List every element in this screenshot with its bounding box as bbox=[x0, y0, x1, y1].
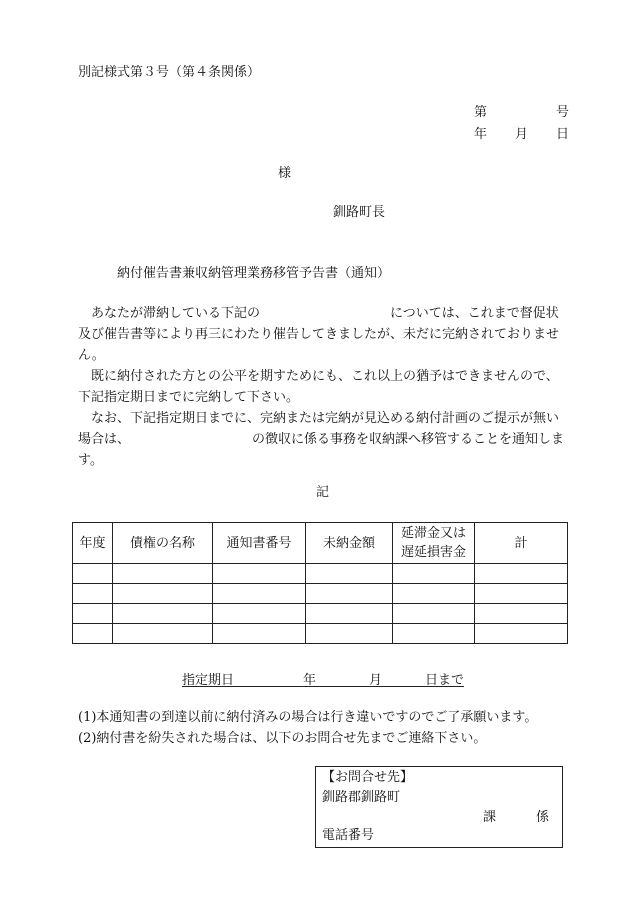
table-cell bbox=[475, 584, 568, 604]
date-year: 年 bbox=[474, 127, 488, 142]
table-cell bbox=[393, 584, 475, 604]
deadline-month: 月 bbox=[369, 673, 383, 688]
header-late-fee-line1: 延滞金又は bbox=[400, 526, 466, 541]
contact-phone: 電話番号 bbox=[322, 828, 375, 843]
table-cell bbox=[475, 604, 568, 624]
contact-box bbox=[315, 766, 563, 848]
document-title: 納付催告書兼収納管理業務移管予告書（通知） bbox=[117, 266, 391, 281]
table-row bbox=[73, 624, 568, 644]
table-row bbox=[73, 564, 568, 584]
table-cell bbox=[213, 584, 306, 604]
deadline-day: 日まで bbox=[425, 673, 465, 688]
table-cell bbox=[213, 604, 306, 624]
table-cell bbox=[306, 564, 393, 584]
table-cell bbox=[73, 624, 113, 644]
para1-line3: ん。 bbox=[78, 348, 105, 363]
header-notice-number: 通知書番号 bbox=[213, 523, 306, 564]
table-cell bbox=[113, 624, 213, 644]
table-cell bbox=[113, 584, 213, 604]
date-day: 日 bbox=[556, 127, 570, 142]
claims-table bbox=[72, 522, 568, 644]
header-late-fee bbox=[393, 523, 475, 564]
table-row bbox=[73, 584, 568, 604]
contact-org: 釧路郡釧路町 bbox=[322, 790, 401, 805]
para1-line2: 及び催告書等により再三にわたり催告してきましたが、未だに完納されておりませ bbox=[78, 327, 560, 342]
para3-line3: す。 bbox=[78, 453, 103, 468]
para2-line2: 下記指定期日までに完納して下さい。 bbox=[78, 390, 300, 405]
table-cell bbox=[306, 604, 393, 624]
paragraph-2 bbox=[78, 366, 573, 408]
header-unpaid-amount: 未納金額 bbox=[306, 523, 393, 564]
table-cell bbox=[393, 624, 475, 644]
date-month: 月 bbox=[515, 127, 529, 142]
table-header-row bbox=[73, 523, 568, 564]
para3-line1: なお、下記指定期日までに、完納または完納が見込める納付計画のご提示が無い bbox=[91, 411, 560, 426]
number-label: 第 bbox=[474, 105, 488, 120]
deadline-line bbox=[182, 669, 464, 687]
number-suffix: 号 bbox=[556, 105, 570, 120]
addressee-suffix: 様 bbox=[278, 166, 292, 181]
body-text bbox=[78, 303, 573, 471]
table-cell bbox=[113, 604, 213, 624]
paragraph-3 bbox=[78, 408, 573, 471]
table-cell bbox=[475, 624, 568, 644]
para2-line1: 既に納付された方との公平を期すためにも、これ以上の猶予はできませんので、 bbox=[91, 369, 559, 384]
contact-header: 【お問合せ先】 bbox=[322, 770, 414, 785]
ki-heading: 記 bbox=[316, 485, 330, 500]
table-cell bbox=[113, 564, 213, 584]
table-cell bbox=[73, 604, 113, 624]
sender: 釧路町長 bbox=[333, 205, 386, 220]
table-row bbox=[73, 604, 568, 624]
para1-part2: については、これまで督促状 bbox=[390, 306, 559, 321]
contact-kakari: 係 bbox=[536, 810, 550, 825]
note-1: (1)本通知書の到達以前に納付済みの場合は行き違いですのでご了承願います。 bbox=[78, 710, 538, 725]
form-id: 別記様式第３号（第４条関係） bbox=[78, 65, 261, 80]
contact-ka: 課 bbox=[483, 810, 497, 825]
header-total: 計 bbox=[475, 523, 568, 564]
deadline-year: 年 bbox=[303, 673, 317, 688]
para3-line2b: の徴収に係る事務を収納課へ移管することを通知しま bbox=[252, 432, 565, 447]
note-2: (2)納付書を紛失された場合は、以下のお問合せ先までご連絡下さい。 bbox=[78, 731, 487, 746]
header-year: 年度 bbox=[73, 523, 113, 564]
table-cell bbox=[393, 604, 475, 624]
deadline-label: 指定期日 bbox=[182, 673, 235, 688]
paragraph-1 bbox=[78, 303, 573, 366]
table-cell bbox=[306, 584, 393, 604]
para1-part1: あなたが滞納している下記の bbox=[91, 306, 261, 321]
table-cell bbox=[213, 564, 306, 584]
table-cell bbox=[73, 564, 113, 584]
table-cell bbox=[393, 564, 475, 584]
header-late-fee-line2: 遅延損害金 bbox=[400, 545, 466, 560]
table-cell bbox=[475, 564, 568, 584]
table-cell bbox=[306, 624, 393, 644]
table-cell bbox=[213, 624, 306, 644]
para3-line2a: 場合は、 bbox=[78, 432, 131, 447]
table-cell bbox=[73, 584, 113, 604]
header-claim-name: 債権の名称 bbox=[113, 523, 213, 564]
